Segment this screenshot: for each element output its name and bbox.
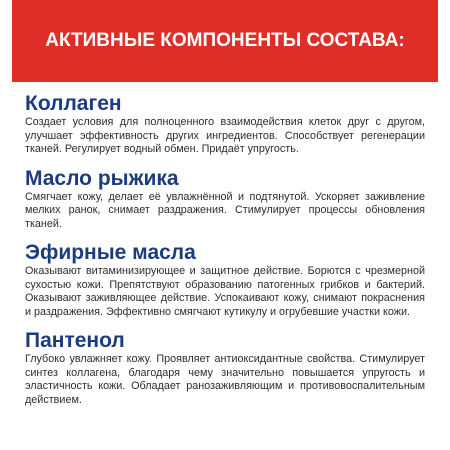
ingredient-description: Оказывают витаминизирующее и защитное действие. Борются с чрезмерной сухостью кожи. Препятствуют образованию патогенных грибков и бактерий. Оказывают заживляющее действие. Успокаивают кожу, снимают покраснения и раздражения. Эффективно смягчают кутикулу и огрубевшие участки кожи. [25,265,425,318]
ingredient-title: Эфирные масла [25,241,196,264]
ingredient-title: Коллаген [25,92,122,115]
ingredients-list [25,91,425,407]
ingredient-section-essential-oils [25,240,425,319]
ingredient-description: Глубоко увлажняет кожу. Проявляет антиоксидантные свойства. Стимулирует синтез коллагена, благодаря чему значительно повышается упругость и эластичность кожи. Обладает ранозаживляющим и противовоспалительным действием. [25,353,425,406]
ingredient-description: Создает условия для полноценного взаимодействия клеток друг с другом, улучшает эффективность других ингредиентов. Способствует регенерации тканей. Регулирует водный обмен. Придаёт упругость. [25,116,425,155]
ingredient-section-collagen [25,91,425,157]
header-banner [12,0,438,82]
banner-title: АКТИВНЫЕ КОМПОНЕНТЫ СОСТАВА: [45,30,405,51]
ingredient-description: Смягчает кожу, делает её увлажнённой и подтянутой. Ускоряет заживление мелких ранок, снимает раздражения. Стимулирует процессы обновления тканей. [25,190,425,230]
ingredient-section-panthenol [25,328,425,407]
ingredient-title: Масло рыжика [25,166,179,190]
ingredient-section-camelina-oil [25,166,425,232]
ingredient-title: Пантенол [25,329,125,352]
